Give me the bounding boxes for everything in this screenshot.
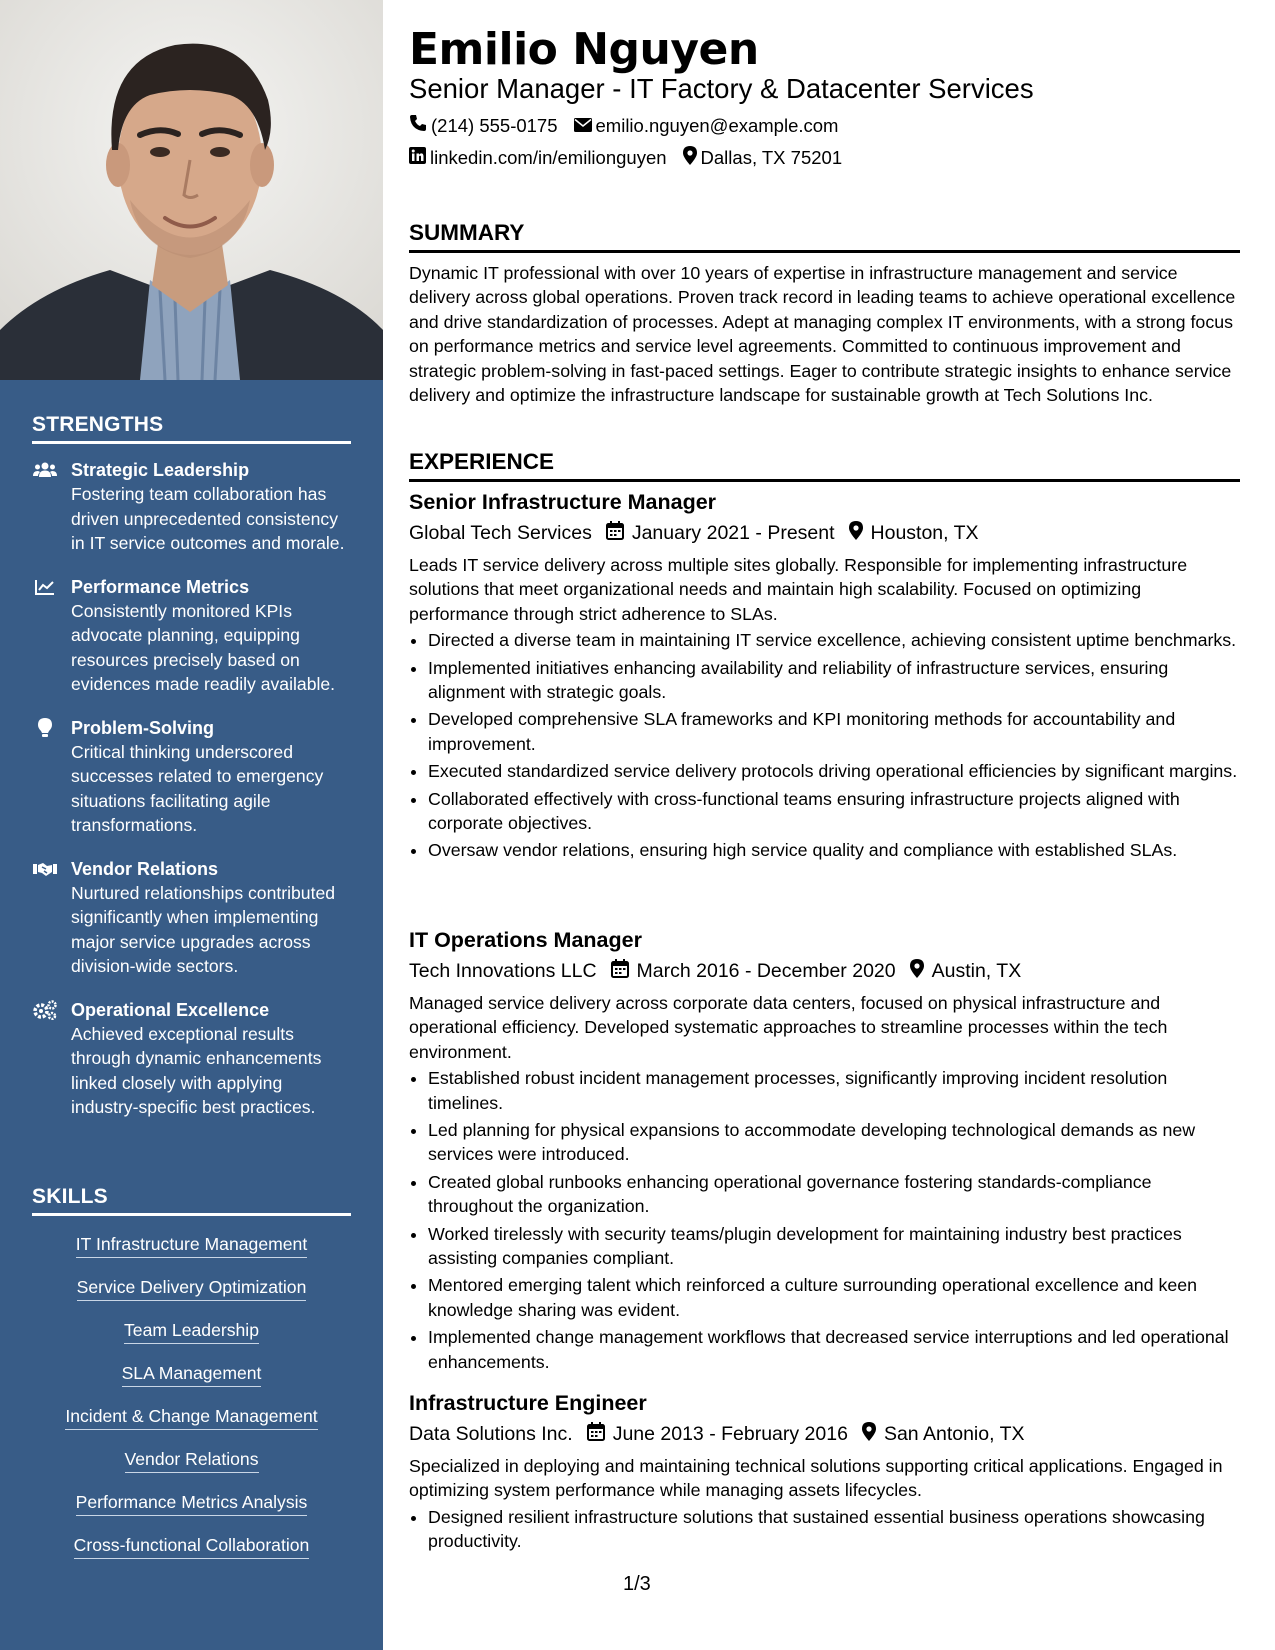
profile-photo	[0, 0, 383, 380]
job-bullet: • Designed resilient infrastructure solutions that sustained essential business operations showcasing productivity.	[428, 1505, 1240, 1554]
strength-text: Consistently monitored KPIs advocate planning, equipping resources precisely based on evidences made readily available.	[71, 600, 336, 694]
job-location: Houston, TX	[870, 521, 979, 544]
job-location-item	[849, 521, 979, 546]
phone-item	[409, 114, 558, 137]
job-bullet: • Worked tirelessly with security teams/plugin development for maintaining industry best practices assisting companies compliant.	[428, 1222, 1240, 1271]
calendar-icon	[611, 959, 637, 984]
location-item	[683, 146, 843, 170]
phone-icon	[409, 114, 431, 137]
map-marker-icon	[849, 521, 871, 546]
chart-line-icon	[32, 577, 58, 597]
job-meta	[409, 956, 1240, 986]
strength-item	[32, 857, 351, 979]
job-bullets	[409, 1066, 1240, 1374]
map-marker-icon	[862, 1422, 884, 1447]
job-dates: June 2013 - February 2016	[612, 1422, 848, 1445]
skill-tag: Incident & Change Management	[65, 1404, 317, 1430]
strength-item	[32, 716, 351, 838]
job-bullet: • Created global runbooks enhancing operational governance fostering standards-compliance throughout the organization.	[428, 1170, 1240, 1219]
email-text[interactable]: emilio.nguyen@example.com	[595, 114, 839, 136]
strength-item	[32, 458, 351, 556]
summary-title: SUMMARY	[409, 220, 1240, 253]
linkedin-item[interactable]	[409, 147, 667, 169]
job-bullets	[409, 1505, 1240, 1554]
company: Data Solutions Inc.	[409, 1422, 573, 1445]
job-bullet: • Developed comprehensive SLA frameworks and KPI monitoring methods for accountability and improvement.	[428, 707, 1240, 756]
skills-title: SKILLS	[32, 1185, 351, 1216]
job-bullet: • Directed a diverse team in maintaining IT service excellence, achieving consistent uptime benchmarks.	[428, 628, 1240, 652]
candidate-name: Emilio Nguyen	[409, 24, 759, 75]
contact-row	[409, 114, 854, 137]
dates-item	[606, 521, 835, 546]
dates-item	[611, 959, 896, 984]
strength-title: Performance Metrics	[71, 576, 250, 597]
contact-row	[409, 146, 858, 170]
page-number: 1/3	[623, 1573, 651, 1595]
linkedin-text[interactable]: linkedin.com/in/emilionguyen	[430, 147, 667, 168]
map-marker-icon	[910, 959, 932, 984]
job-bullet: • Oversaw vendor relations, ensuring high service quality and compliance with established SLAs.	[428, 838, 1240, 862]
strength-text: Achieved exceptional results through dynamic enhancements linked closely with applying industry-specific best practices.	[71, 1023, 322, 1117]
job-title: Infrastructure Engineer	[409, 1391, 647, 1415]
experience-title: EXPERIENCE	[409, 449, 1240, 482]
job-bullet: • Led planning for physical expansions to accommodate developing technological demands as new services were introduced.	[428, 1118, 1240, 1167]
strengths-section	[32, 413, 351, 1139]
strength-title: Operational Excellence	[71, 999, 270, 1020]
skill-tag: Cross-functional Collaboration	[74, 1533, 310, 1559]
summary-text: Dynamic IT professional with over 10 years of expertise in infrastructure management and service delivery across global operations. Proven track record in leading teams to achieve operational excellence and drive standardization of processes. Adept at managing complex IT environments, with a strong focus on performance metrics and service level agreements. Committed to continuous improvement and strategic problem-solving in fast-paced settings. Eager to contribute strategic insights to enhance service delivery and optimize the infrastructure landscape for sustainable growth at Tech Solutions Inc.	[409, 263, 1236, 406]
strength-item	[32, 575, 351, 697]
linkedin-icon	[409, 147, 430, 169]
job-bullet: • Implemented initiatives enhancing availability and reliability of infrastructure services, ensuring alignment with strategic goals.	[428, 656, 1240, 705]
skills-section	[32, 1185, 351, 1576]
sidebar	[0, 0, 383, 1650]
cogs-icon	[32, 1000, 58, 1020]
job-bullet: • Mentored emerging talent which reinforced a culture surrounding operational excellence and keen knowledge sharing was evident.	[428, 1273, 1240, 1322]
location-text: Dallas, TX 75201	[700, 147, 843, 168]
skill-tag: IT Infrastructure Management	[76, 1232, 307, 1258]
job-bullet: • Collaborated effectively with cross-functional teams ensuring infrastructure projects aligned with corporate objectives.	[428, 787, 1240, 836]
job-description: Leads IT service delivery across multiple sites globally. Responsible for implementing infrastructure solutions that meet organizational needs and maintain high scalability. Focused on optimizing performance through strict adherence to SLAs.	[409, 555, 1188, 624]
skill-tag: Service Delivery Optimization	[77, 1275, 307, 1301]
job-bullet: • Implemented change management workflows that decreased service interruptions and led operational enhancements.	[428, 1325, 1240, 1374]
strength-title: Vendor Relations	[71, 858, 219, 879]
calendar-icon	[587, 1422, 613, 1447]
strengths-title: STRENGTHS	[32, 413, 351, 444]
job-description: Specialized in deploying and maintaining technical solutions supporting critical applications. Engaged in optimizing system performance while managing assets lifecycles.	[409, 1456, 1223, 1501]
skill-tag: Vendor Relations	[125, 1447, 259, 1473]
job-location-item	[862, 1422, 1025, 1447]
job-dates: January 2021 - Present	[631, 521, 835, 544]
users-icon	[32, 460, 58, 480]
dates-item	[587, 1422, 848, 1447]
job-dates: March 2016 - December 2020	[636, 959, 896, 982]
job-entry	[409, 488, 1240, 866]
job-title: Senior Infrastructure Manager	[409, 490, 717, 514]
job-location: Austin, TX	[931, 959, 1022, 982]
company: Global Tech Services	[409, 521, 592, 544]
lightbulb-icon	[32, 718, 58, 738]
skill-tag: Team Leadership	[124, 1318, 259, 1344]
strength-item	[32, 998, 351, 1120]
job-entry	[409, 1389, 1240, 1557]
email-item[interactable]	[574, 115, 839, 137]
job-bullet: • Established robust incident management processes, significantly improving incident resolution timelines.	[428, 1066, 1240, 1115]
job-location: San Antonio, TX	[883, 1422, 1025, 1445]
map-marker-icon	[683, 146, 701, 170]
job-bullets	[409, 628, 1240, 863]
headline: Senior Manager - IT Factory & Datacenter Services	[409, 73, 1034, 104]
company: Tech Innovations LLC	[409, 959, 597, 982]
job-meta	[409, 518, 1240, 548]
strength-text: Critical thinking underscored successes related to emergency situations facilitating agile transformations.	[71, 741, 324, 835]
strength-title: Strategic Leadership	[71, 460, 250, 480]
job-location-item	[910, 959, 1022, 984]
skill-tag: SLA Management	[122, 1361, 262, 1387]
envelope-icon	[574, 115, 596, 137]
strength-text: Fostering team collaboration has driven unprecedented consistency in IT service outcomes and morale.	[71, 484, 345, 553]
strength-text: Nurtured relationships contributed significantly when implementing major service upgrades across division-wide sectors.	[71, 882, 336, 976]
job-entry	[409, 926, 1240, 1377]
skill-tag: Performance Metrics Analysis	[76, 1490, 308, 1516]
job-title: IT Operations Manager	[409, 928, 642, 952]
calendar-icon	[606, 521, 632, 546]
job-meta	[409, 1419, 1240, 1449]
strength-title: Problem-Solving	[71, 717, 215, 738]
phone-text: (214) 555-0175	[431, 114, 558, 136]
handshake-icon	[32, 859, 58, 879]
job-description: Managed service delivery across corporate data centers, focused on physical infrastructure and operational efficiency. Developed systematic approaches to streamline processes within the tech environment.	[409, 993, 1168, 1062]
job-bullet: • Executed standardized service delivery protocols driving operational efficiencies by significant margins.	[428, 759, 1240, 783]
